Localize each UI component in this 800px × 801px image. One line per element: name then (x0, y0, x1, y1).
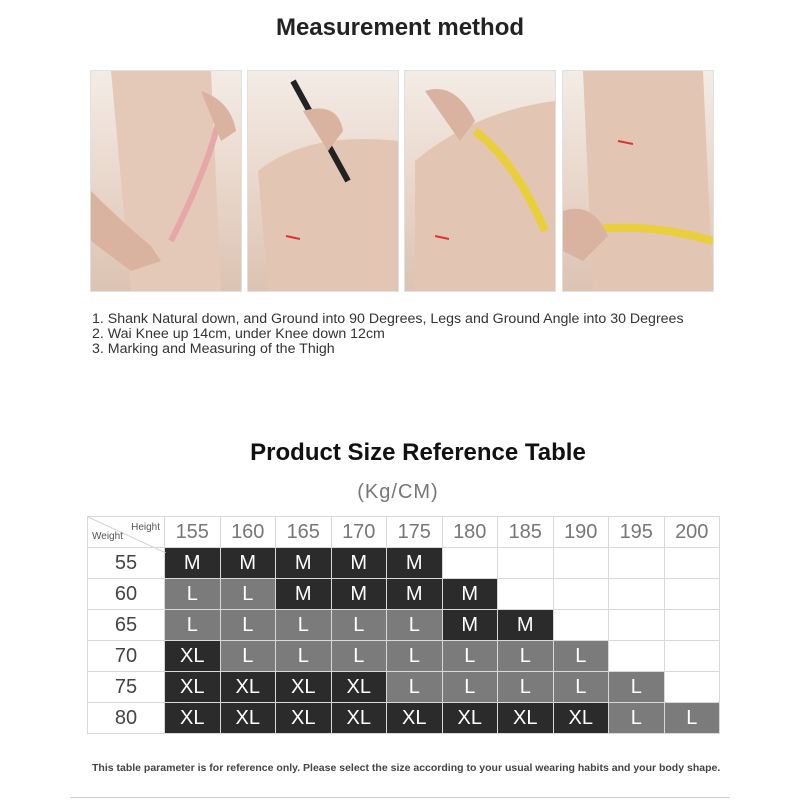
table-row (88, 610, 720, 641)
below-knee-measure-photo (562, 70, 714, 292)
step-2: 2. Wai Knee up 14cm, under Knee down 12cm (92, 326, 385, 342)
size-cell (498, 548, 554, 579)
size-cell: L (553, 641, 609, 672)
size-cell: M (276, 548, 332, 579)
size-cell: XL (442, 703, 498, 734)
height-header-cell: 165 (276, 517, 332, 548)
size-cell: L (387, 641, 443, 672)
weight-header-cell: 70 (88, 641, 165, 672)
height-header-cell: 180 (442, 517, 498, 548)
size-cell (609, 548, 665, 579)
size-cell: L (442, 672, 498, 703)
size-cell (609, 641, 665, 672)
step-3: 3. Marking and Measuring of the Thigh (92, 341, 335, 357)
size-cell: L (553, 672, 609, 703)
above-knee-measure-photo (404, 70, 556, 292)
size-cell: L (609, 672, 665, 703)
size-cell: M (220, 548, 276, 579)
height-header-cell: 170 (331, 517, 387, 548)
size-cell: M (387, 548, 443, 579)
size-cell: M (165, 548, 221, 579)
size-cell: L (220, 579, 276, 610)
size-cell: L (276, 610, 332, 641)
size-cell: L (331, 641, 387, 672)
size-cell: L (331, 610, 387, 641)
size-cell: L (220, 641, 276, 672)
size-cell: XL (165, 703, 221, 734)
size-cell: M (442, 579, 498, 610)
size-cell (442, 548, 498, 579)
bottom-divider (70, 797, 730, 798)
size-cell: M (442, 610, 498, 641)
corner-height-label: Height (131, 522, 160, 533)
size-table-title: Product Size Reference Table (250, 439, 586, 466)
size-cell: M (387, 579, 443, 610)
size-table-footnote: This table parameter is for reference only. Please select the size according to your usual wearing habits and your body shape. (92, 762, 721, 774)
height-header-row (88, 517, 720, 548)
size-cell (553, 610, 609, 641)
size-cell (664, 672, 720, 703)
thigh-measure-photo (90, 70, 242, 292)
measurement-title: Measurement method (275, 14, 525, 41)
size-cell: XL (165, 672, 221, 703)
table-row (88, 579, 720, 610)
size-cell (553, 548, 609, 579)
size-cell: M (331, 579, 387, 610)
size-cell (609, 610, 665, 641)
size-cell: L (609, 703, 665, 734)
knee-marking-photo (247, 70, 399, 292)
table-corner-cell (88, 517, 165, 548)
size-cell (498, 579, 554, 610)
size-cell: XL (276, 703, 332, 734)
size-cell: L (220, 610, 276, 641)
size-cell: L (664, 703, 720, 734)
weight-header-cell: 65 (88, 610, 165, 641)
size-cell: XL (331, 703, 387, 734)
size-cell: L (442, 641, 498, 672)
weight-header-cell: 80 (88, 703, 165, 734)
size-cell (664, 548, 720, 579)
size-table-unit: (Kg/CM) (357, 481, 439, 503)
table-row (88, 703, 720, 734)
size-cell: M (331, 548, 387, 579)
size-cell: M (276, 579, 332, 610)
size-cell: L (387, 672, 443, 703)
size-cell: XL (276, 672, 332, 703)
step-1: 1. Shank Natural down, and Ground into 90 Degrees, Legs and Ground Angle into 30 Degrees (92, 311, 684, 327)
height-header-cell: 160 (220, 517, 276, 548)
height-header-cell: 175 (387, 517, 443, 548)
height-header-cell: 190 (553, 517, 609, 548)
size-cell: L (165, 579, 221, 610)
height-header-cell: 185 (498, 517, 554, 548)
height-header-cell: 155 (165, 517, 221, 548)
size-cell (664, 641, 720, 672)
size-cell (609, 579, 665, 610)
size-cell: XL (387, 703, 443, 734)
size-cell: XL (220, 672, 276, 703)
weight-header-cell: 75 (88, 672, 165, 703)
size-cell: XL (165, 641, 221, 672)
weight-header-cell: 60 (88, 579, 165, 610)
size-cell (553, 579, 609, 610)
height-header-cell: 195 (609, 517, 665, 548)
size-cell: L (498, 672, 554, 703)
size-cell (664, 610, 720, 641)
table-row (88, 672, 720, 703)
measurement-steps (92, 312, 752, 357)
measurement-photos (90, 70, 712, 292)
size-cell: M (498, 610, 554, 641)
corner-weight-label: Weight (92, 531, 123, 542)
size-cell: L (387, 610, 443, 641)
size-cell (664, 579, 720, 610)
size-cell: XL (331, 672, 387, 703)
size-reference-table (87, 516, 720, 734)
height-header-cell: 200 (664, 517, 720, 548)
size-cell: L (498, 641, 554, 672)
weight-header-cell: 55 (88, 548, 165, 579)
size-cell: XL (220, 703, 276, 734)
size-cell: XL (553, 703, 609, 734)
size-cell: L (276, 641, 332, 672)
size-cell: L (165, 610, 221, 641)
table-row (88, 641, 720, 672)
size-cell: XL (498, 703, 554, 734)
table-row (88, 548, 720, 579)
